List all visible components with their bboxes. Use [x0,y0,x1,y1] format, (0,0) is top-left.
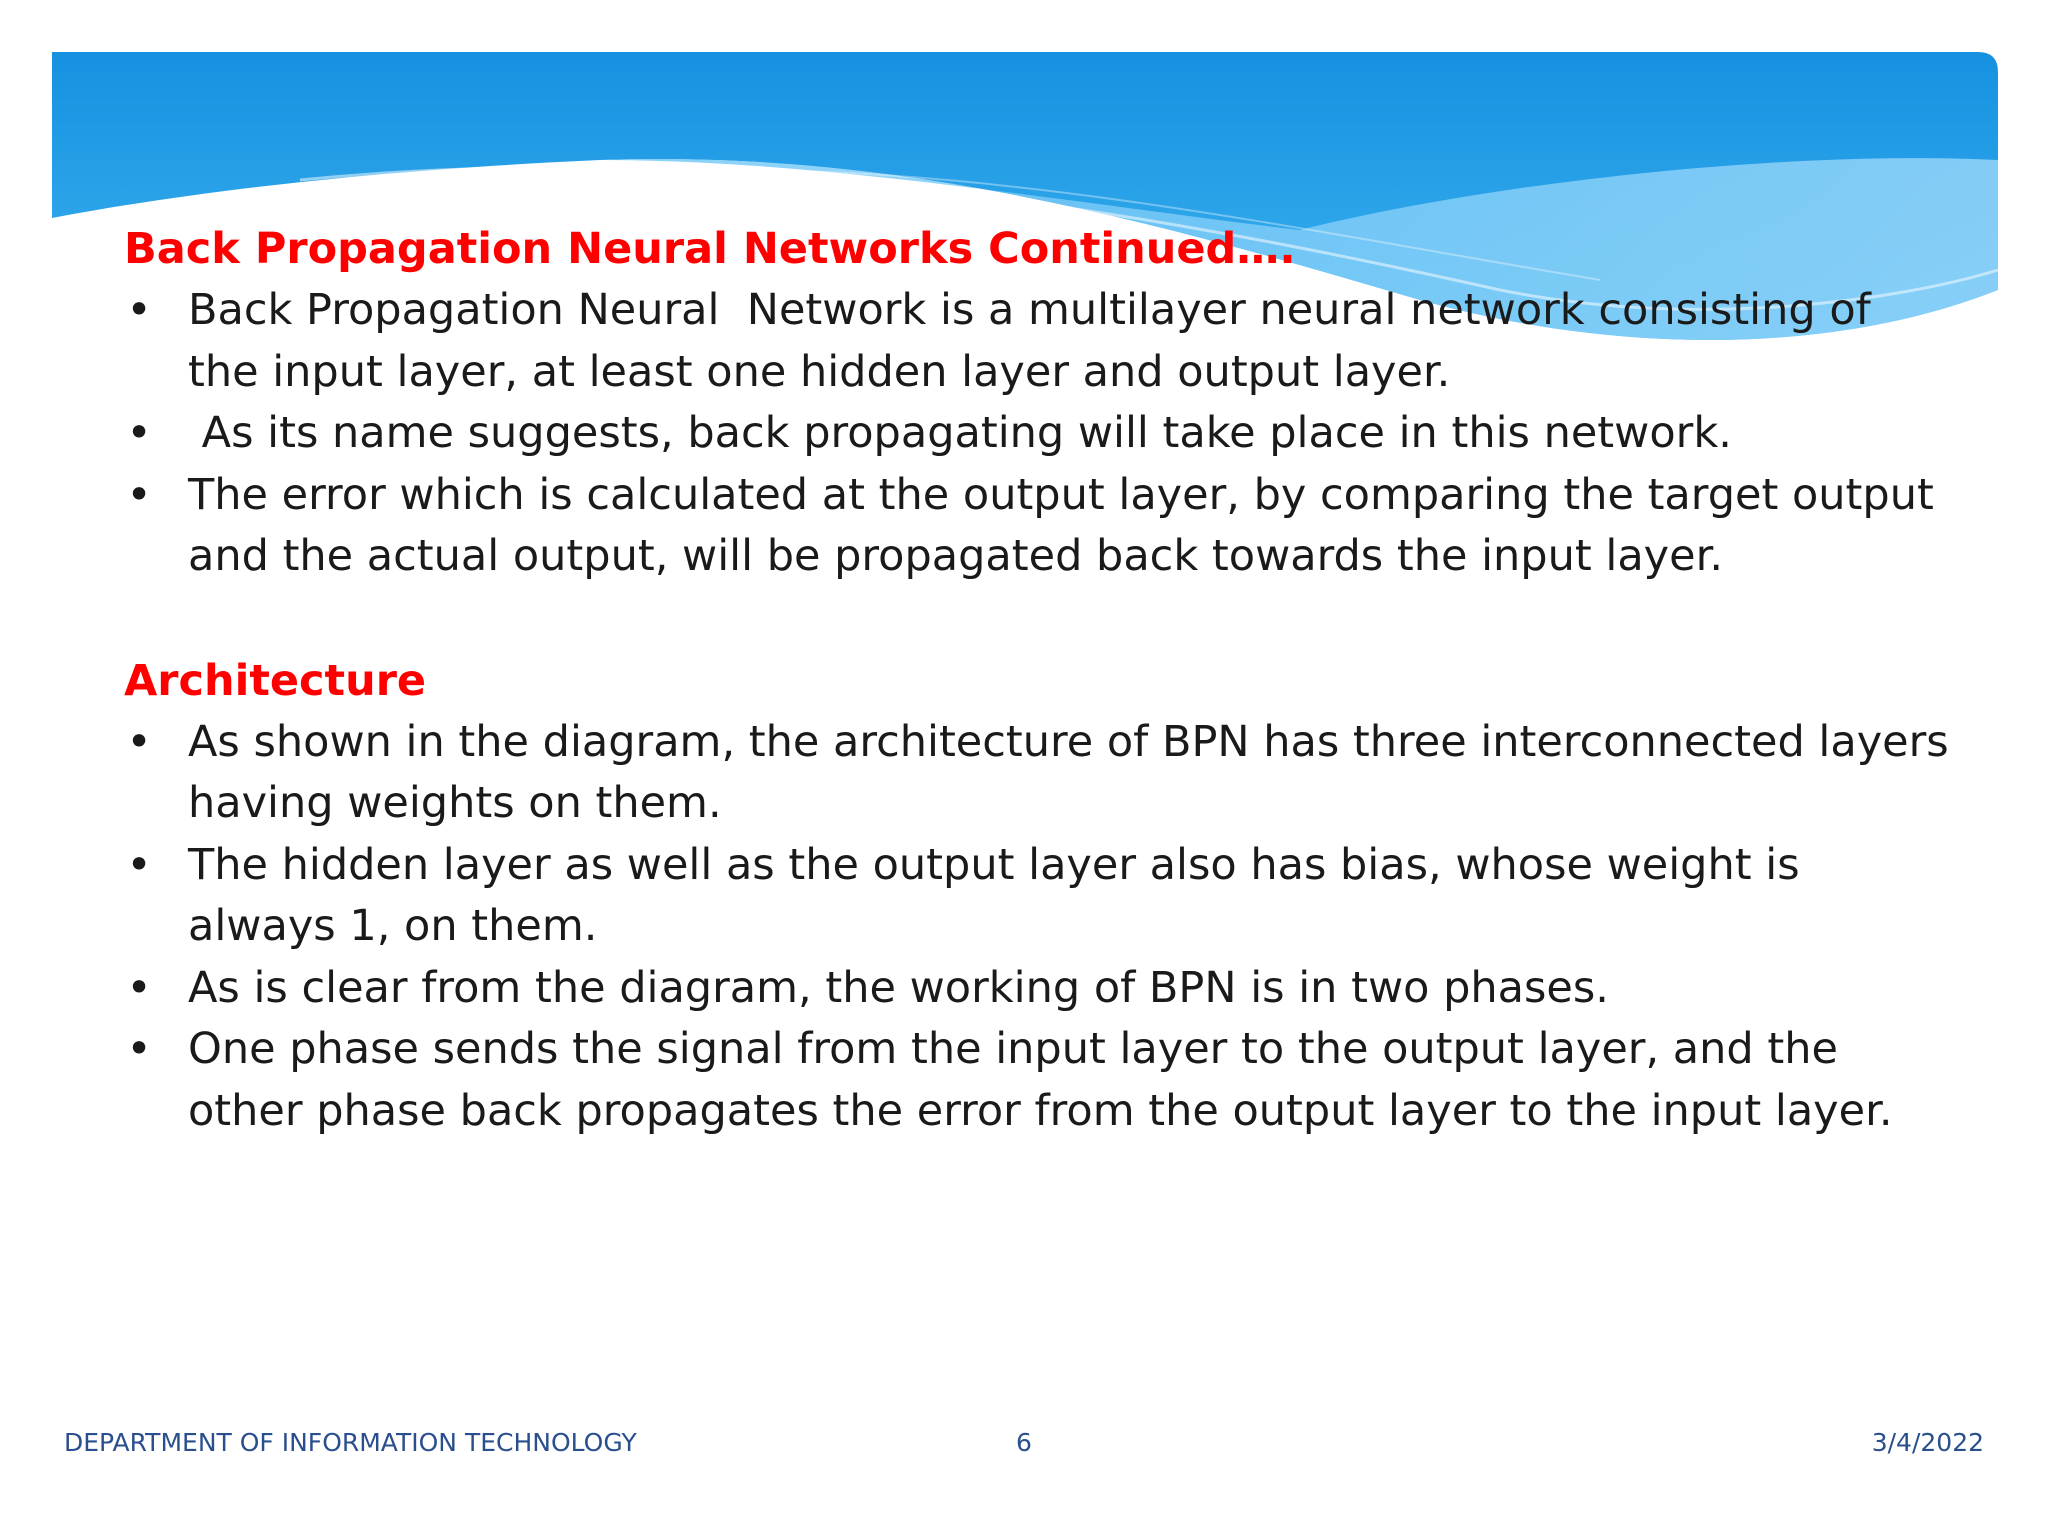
bullet-icon: • [126,716,152,767]
bullet-icon: • [126,839,152,890]
architecture-bullet-list [124,712,1963,1143]
bullet-icon: • [126,962,152,1013]
bullet-item: • As its name suggests, back propagating will take place in this network. [124,403,1954,465]
bullet-item: • As shown in the diagram, the architecture of BPN has three interconnected layers having weights on them. [124,712,1954,835]
bullet-icon: • [126,469,152,520]
bpn-bullet-list [124,280,1954,588]
footer-department: DEPARTMENT OF INFORMATION TECHNOLOGY [64,1428,637,1457]
bullet-icon: • [126,285,152,335]
bullet-icon: • [126,1024,152,1074]
bullet-item: • The error which is calculated at the output layer, by comparing the target output and the actual output, will be propagated back towards the input layer. [124,465,1954,588]
footer-page-number: 6 [1016,1428,1032,1457]
section-heading-architecture: Architecture [124,655,427,706]
bullet-item: • One phase sends the signal from the input layer to the output layer, and the other phase back propagates the error from the output layer to the input layer. [124,1019,1954,1142]
bullet-item: • The hidden layer as well as the output layer also has bias, whose weight is always 1, on them. [124,835,1954,958]
footer-date: 3/4/2022 [1871,1428,1984,1457]
section-heading-bpn: Back Propagation Neural Networks Continued…. [124,224,1296,274]
bullet-item: • Back Propagation Neural Network is a multilayer neural network consisting of the input layer, at least one hidden layer and output layer. [124,280,1954,403]
bullet-item: • As is clear from the diagram, the working of BPN is in two phases. [124,958,1954,1020]
slide-content [124,218,1963,1142]
bullet-icon: • [126,408,152,458]
